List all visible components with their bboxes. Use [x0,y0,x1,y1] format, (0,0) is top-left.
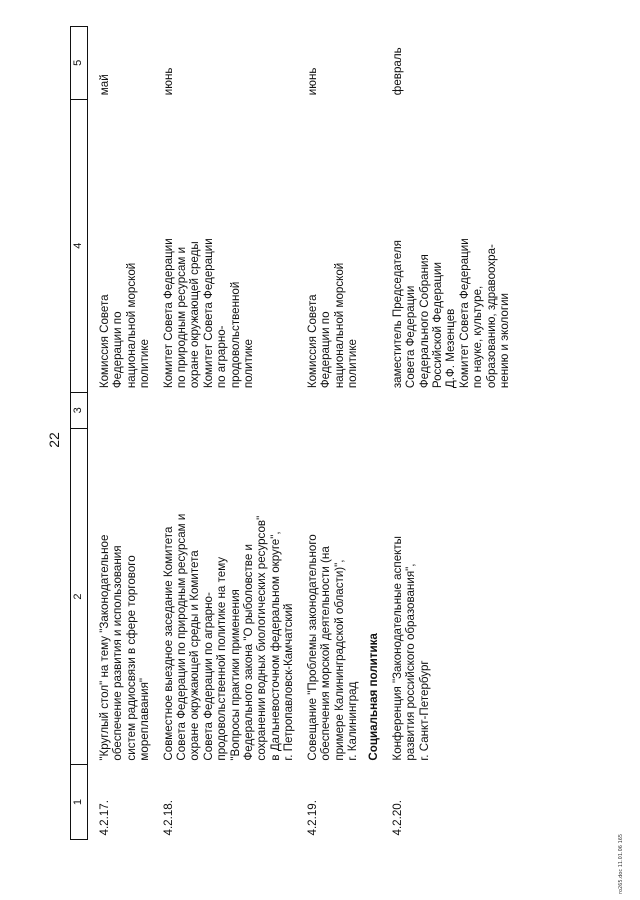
table-row [381,27,512,840]
footer-file-code: ro265.doc 11.01.06 165 [618,833,624,894]
responsible-body: заместитель Председателя Совета Федерации Федерального Собрания Российской Федерации Д.Ф. Мезенцев Комитет Совета Федерации по науке, культуре, образованию, здравоохра- нению и экологии [390,238,511,389]
section-row [359,27,380,840]
page-number: 22 [46,432,62,448]
row-number: 4.2.17. [98,800,111,836]
row-number: 4.2.19. [305,800,319,836]
event-description: "Круглый стол" на тему "Законодательное обеспечение развития и использования систем радиосвязи в сфере торгового мореплавания" [98,534,152,761]
header-col-4: 4 [71,99,88,392]
events-table [70,26,511,840]
header-col-5: 5 [71,27,88,100]
responsible-body: Комиссия Совета Федерации по национальной морской политике [305,262,359,389]
section-spacer [359,765,380,840]
row-number: 4.2.20. [390,800,404,836]
col3-cell [381,392,512,428]
table-row [152,27,296,840]
col3-cell [296,392,360,428]
table-row [88,27,152,840]
col3-cell [152,392,296,428]
responsible-body: Комиссия Совета Федерации по национальной морской политике [98,262,152,389]
event-description: Конференция "Законодательные аспекты развития российского образования", г. Санкт-Петербург [390,536,431,761]
event-month: февраль [390,47,404,96]
event-description: Совещание "Проблемы законодательного обеспечения морской деятельности (на примере Калининградской области)", г. Калининград [305,534,359,761]
row-number: 4.2.18. [161,800,175,836]
table-header-row [71,27,88,840]
col3-cell [88,392,152,428]
responsible-body: Комитет Совета Федерации по природным ресурсам и охране окружающей среды Комитет Совета Федерации по аграрно- продовольственной политике [161,238,256,389]
event-month: июнь [161,67,175,96]
header-col-3: 3 [71,392,88,428]
header-col-2: 2 [71,428,88,764]
event-month: май [98,74,111,96]
table-row [296,27,360,840]
section-title: Социальная политика [367,633,381,761]
header-col-1: 1 [71,765,88,840]
event-description: Совместное выездное заседание Комитета Совета Федерации по природным ресурсам и охране окружающей среды и Комитета Совета Федерации по аграрно- продовольственной политике на тему "Вопросы практики применения Федерального закона "О рыболовстве и сохранении водных биологических ресурсов" в Дальневосточном федеральном округе", г. Петропавловск-Камчатский [161,513,296,761]
event-month: июнь [305,67,319,96]
